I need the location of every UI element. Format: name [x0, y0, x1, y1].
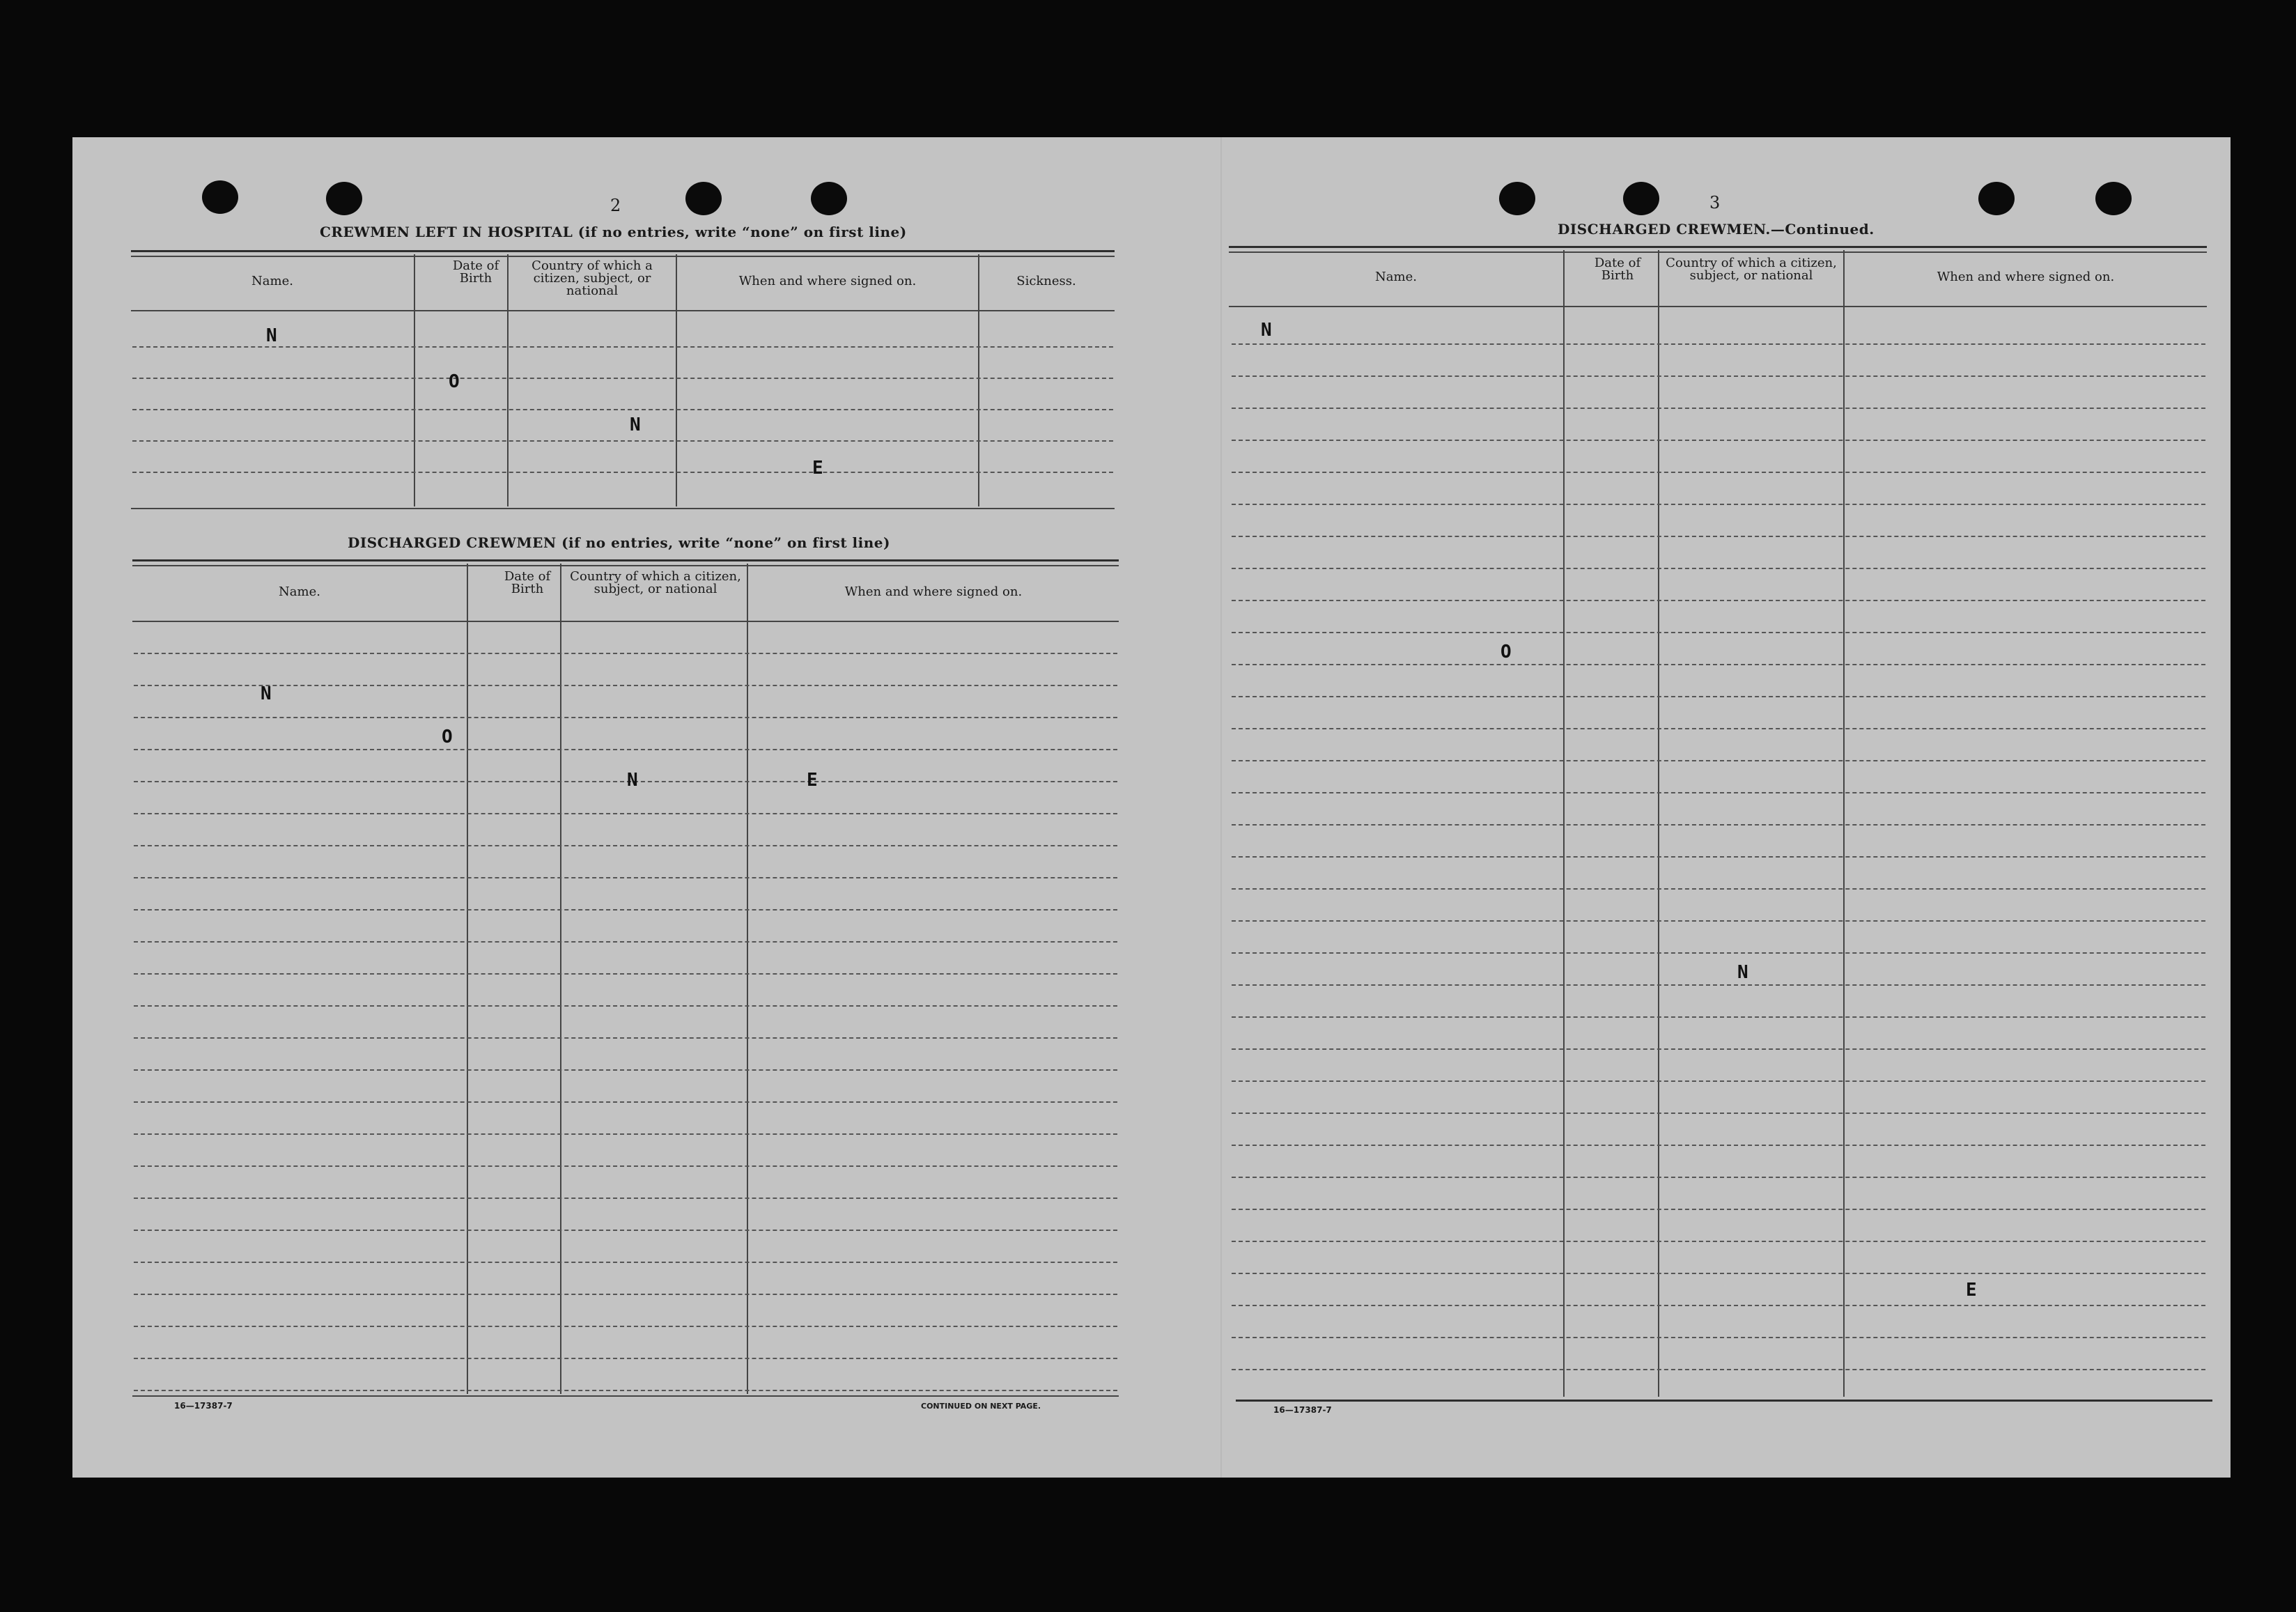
ruled-line	[1232, 664, 2205, 665]
ruled-line	[132, 472, 1113, 473]
column-divider	[747, 564, 748, 1394]
ruled-line	[134, 909, 1117, 910]
column-header-date-of-birth: Date of Birth	[504, 569, 551, 596]
table-rule	[1229, 306, 2207, 307]
column-divider	[1658, 250, 1659, 1397]
column-header-country: Country of which a citizen, subject, or national	[532, 258, 653, 298]
table-rule	[1229, 246, 2207, 248]
ruled-line	[1232, 856, 2205, 858]
ruled-line	[1232, 728, 2205, 729]
column-header-country: Country of which a citizen, subject, or national	[1666, 256, 1837, 283]
ruled-line	[134, 1294, 1117, 1295]
ruled-line	[134, 1005, 1117, 1007]
punch-hole	[1499, 182, 1535, 215]
form-number-right: 16—17387-7	[1273, 1405, 1332, 1415]
punch-hole	[1623, 182, 1659, 215]
ruled-line	[134, 749, 1117, 750]
ruled-line	[1232, 1048, 2205, 1050]
column-header-signed-on: When and where signed on.	[844, 584, 1023, 599]
table-mark: N	[630, 414, 641, 435]
punch-hole	[326, 182, 362, 215]
ruled-line	[134, 717, 1117, 718]
table-mark: N	[1261, 320, 1272, 341]
ruled-line	[1232, 792, 2205, 793]
ruled-line	[1232, 1177, 2205, 1178]
ruled-line	[132, 346, 1113, 348]
table-rule	[131, 310, 1115, 311]
table-mark: E	[1966, 1280, 1977, 1301]
table-mark: O	[1500, 642, 1512, 662]
ruled-line	[134, 1037, 1117, 1039]
ruled-line	[1232, 920, 2205, 922]
table-rule	[132, 559, 1119, 561]
ruled-line	[134, 1230, 1117, 1231]
ruled-line	[1232, 696, 2205, 697]
ruled-line	[134, 1133, 1117, 1135]
table-rule	[132, 1395, 1119, 1397]
ruled-line	[1232, 408, 2205, 409]
ruled-line	[1232, 536, 2205, 537]
ruled-line	[134, 1165, 1117, 1167]
column-divider	[414, 254, 415, 506]
column-divider	[978, 254, 979, 506]
column-divider	[1843, 250, 1845, 1397]
table-rule	[131, 508, 1115, 509]
table-mark: E	[812, 458, 823, 479]
ruled-line	[1232, 375, 2205, 377]
table-mark: O	[442, 727, 453, 747]
ruled-line	[1232, 600, 2205, 601]
ruled-line	[134, 845, 1117, 846]
ruled-line	[132, 378, 1113, 379]
page-number-left: 2	[610, 196, 621, 215]
punch-hole	[2095, 182, 2132, 215]
column-header-signed-on: When and where signed on.	[738, 274, 917, 288]
table-rule	[131, 250, 1115, 252]
column-header-name: Name.	[1375, 270, 1417, 284]
ruled-line	[132, 409, 1113, 410]
ruled-line	[1232, 568, 2205, 569]
ruled-line	[134, 877, 1117, 878]
ruled-line	[134, 1390, 1117, 1391]
table-mark: E	[807, 770, 818, 791]
page-number-right: 3	[1709, 193, 1721, 212]
column-header-date-of-birth: Date of Birth	[1594, 256, 1641, 283]
document-sheet	[72, 137, 2231, 1478]
ruled-line	[1232, 1080, 2205, 1082]
table-mark: N	[627, 770, 638, 791]
ruled-line	[134, 973, 1117, 975]
page-fold	[1220, 137, 1222, 1478]
ruled-line	[1232, 632, 2205, 633]
punch-hole	[202, 180, 238, 214]
column-header-sickness: Sickness.	[1016, 274, 1076, 288]
ruled-line	[1232, 888, 2205, 890]
ruled-line	[1232, 1209, 2205, 1210]
column-divider	[507, 254, 509, 506]
column-header-name: Name.	[251, 274, 293, 288]
ruled-line	[1232, 1369, 2205, 1370]
ruled-line	[1232, 760, 2205, 761]
column-header-signed-on: When and where signed on.	[1937, 270, 2115, 284]
ruled-line	[134, 813, 1117, 814]
ruled-line	[134, 1326, 1117, 1327]
ruled-line	[1232, 1113, 2205, 1114]
ruled-line	[134, 1198, 1117, 1199]
ruled-line	[1232, 952, 2205, 954]
column-divider	[467, 564, 468, 1394]
ruled-line	[134, 653, 1117, 654]
ruled-line	[1232, 504, 2205, 505]
table-rule	[1236, 1400, 2212, 1402]
ruled-line	[134, 941, 1117, 943]
column-header-country: Country of which a citizen, subject, or national	[570, 569, 741, 596]
punch-hole	[811, 182, 847, 215]
form-number-left: 16—17387-7	[174, 1401, 233, 1411]
ruled-line	[1232, 1145, 2205, 1146]
continued-note: CONTINUED ON NEXT PAGE.	[921, 1402, 1041, 1411]
ruled-line	[1232, 1241, 2205, 1242]
ruled-line	[134, 781, 1117, 782]
table-mark: N	[1737, 962, 1748, 983]
ruled-line	[1232, 1273, 2205, 1274]
column-divider	[1563, 250, 1565, 1397]
column-divider	[560, 564, 561, 1394]
ruled-line	[134, 1101, 1117, 1103]
table-mark: O	[449, 371, 460, 392]
hospital-section-title: CREWMEN LEFT IN HOSPITAL (if no entries, write “none” on first line)	[320, 224, 907, 240]
ruled-line	[1232, 1337, 2205, 1338]
table-rule	[132, 565, 1119, 566]
table-mark: N	[266, 325, 277, 346]
ruled-line	[134, 685, 1117, 686]
discharged-continued-title: DISCHARGED CREWMEN.—Continued.	[1558, 221, 1875, 238]
table-rule	[131, 256, 1115, 257]
column-header-date-of-birth: Date of Birth	[452, 258, 499, 286]
ruled-line	[132, 440, 1113, 442]
punch-hole	[685, 182, 722, 215]
table-rule	[132, 621, 1119, 622]
punch-hole	[1978, 182, 2015, 215]
table-rule	[1229, 251, 2207, 253]
ruled-line	[134, 1069, 1117, 1071]
column-divider	[676, 254, 677, 506]
ruled-line	[1232, 984, 2205, 986]
ruled-line	[1232, 1305, 2205, 1306]
ruled-line	[1232, 472, 2205, 473]
ruled-line	[1232, 440, 2205, 441]
ruled-line	[1232, 1016, 2205, 1018]
discharged-section-title: DISCHARGED CREWMEN (if no entries, write “none” on first line)	[348, 534, 890, 551]
table-mark: N	[261, 683, 272, 704]
column-header-name: Name.	[279, 584, 320, 599]
ruled-line	[1232, 824, 2205, 826]
ruled-line	[134, 1262, 1117, 1263]
ruled-line	[134, 1358, 1117, 1359]
ruled-line	[1232, 343, 2205, 345]
